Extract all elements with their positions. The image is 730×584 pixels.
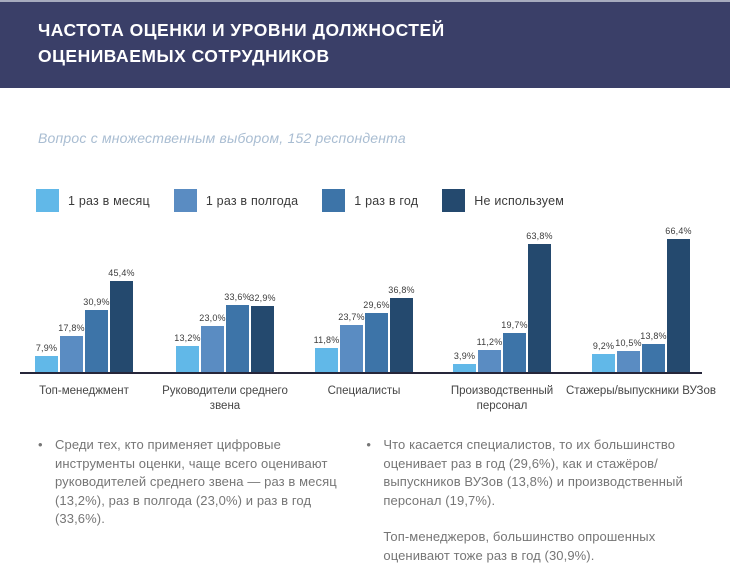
bar-value-label: 29,6% (363, 299, 390, 310)
bar-g1-s0 (174, 332, 201, 372)
legend-label: 1 раз в полгода (205, 193, 299, 208)
bar-g1-s2 (224, 291, 251, 372)
bar-g3-s2 (501, 319, 528, 372)
plot-area (20, 226, 702, 374)
bar-g3-s1 (476, 336, 503, 372)
bar-value-label: 32,9% (249, 293, 276, 304)
legend-item-1 (174, 189, 298, 212)
category-label-0: Топ-менеджмент (39, 385, 129, 397)
note-right-paragraph2: Топ-менеджеров, большинство опрошенных оценивают тоже раз в год (30,9%). (383, 529, 656, 563)
category-label-1: Руководители среднего звена (162, 385, 288, 412)
bar-value-label: 7,9% (35, 343, 58, 354)
legend-swatch-icon (322, 189, 345, 212)
bar-value-label: 13,2% (174, 332, 201, 343)
bar-value-label: 33,6% (224, 291, 251, 302)
bar-value-label: 11,2% (476, 336, 503, 347)
legend-swatch-icon (36, 189, 59, 212)
legend-item-3 (442, 189, 564, 212)
bar-value-label: 63,8% (526, 231, 553, 242)
bar-g2-s0 (313, 335, 340, 372)
category-label-2: Специалисты (327, 385, 401, 397)
legend-label: 1 раз в месяц (68, 193, 150, 208)
note-left-column (38, 436, 350, 565)
bar-value-label: 10,5% (615, 338, 642, 348)
bar-g1-s3 (249, 293, 276, 372)
legend-swatch-icon (174, 189, 197, 212)
bar-value-label: 23,7% (338, 311, 365, 322)
slide-header (0, 0, 730, 88)
bar-group-0 (35, 268, 135, 372)
legend-item-0 (36, 189, 150, 212)
legend-label: 1 раз в год (354, 193, 419, 208)
page-title-line1: ЧАСТОТА ОЦЕНКИ И УРОВНИ ДОЛЖНОСТЕЙ (38, 20, 445, 40)
bar-group-2 (313, 285, 415, 372)
bar-g4-s3 (665, 226, 692, 372)
bar-value-label: 3,9% (453, 351, 476, 362)
bar-value-label: 23,0% (199, 313, 226, 323)
bar-value-label: 30,9% (83, 297, 110, 308)
bar-g4-s0 (592, 340, 615, 372)
bar-g2-s2 (363, 299, 390, 372)
note-right-paragraph1: Что касается специалистов, то их большинство оценивает раз в год (29,6%), как и стажёров/выпускников ВУЗов (13,8%) и производственный персонал (19,7%). (383, 437, 683, 508)
legend-swatch-icon (442, 189, 465, 212)
chart-subtitle: Вопрос с множественным выбором, 152 респондента (38, 130, 406, 146)
bar-value-label: 19,7% (501, 319, 528, 330)
bar-value-label: 17,8% (58, 323, 85, 334)
bar-g4-s1 (615, 338, 642, 372)
bar-g3-s0 (453, 351, 476, 372)
legend-label: Не используем (474, 193, 565, 208)
bar-g4-s2 (640, 331, 667, 372)
category-label-3: Производственный персонал (450, 385, 554, 412)
legend-item-2 (322, 189, 418, 212)
bar-g0-s3 (108, 268, 135, 372)
bar-value-label: 45,4% (108, 268, 135, 279)
category-label-4: Стажеры/выпускники ВУЗов (566, 385, 717, 397)
bullet-marker: • (366, 437, 372, 452)
note-right-column (366, 436, 702, 565)
chart-legend (36, 189, 730, 212)
bar-g1-s1 (199, 313, 226, 372)
bar-value-label: 13,8% (640, 331, 667, 342)
category-axis (20, 374, 717, 420)
bar-g3-s3 (526, 231, 553, 372)
bar-g0-s2 (83, 297, 110, 372)
bar-group-1 (174, 291, 276, 372)
page-title (38, 17, 700, 69)
bar-value-label: 66,4% (665, 226, 692, 237)
note-left-text: Среди тех, кто применяет цифровые инструменты оценки, чаще всего оценивают руководителей среднего звена — раз в месяц (13,2%), раз в полгода (23,0%) и раз в год (33,6%). (55, 437, 337, 526)
bullet-marker: • (38, 437, 43, 452)
bar-g2-s3 (388, 285, 415, 372)
bar-g0-s1 (58, 323, 85, 372)
bar-group-4 (592, 226, 692, 372)
bar-g0-s0 (35, 343, 58, 372)
bar-group-3 (453, 231, 553, 372)
notes-section (38, 436, 702, 565)
bar-value-label: 11,8% (313, 335, 340, 346)
bar-chart (20, 226, 717, 420)
page-title-line2: ОЦЕНИВАЕМЫХ СОТРУДНИКОВ (38, 46, 330, 66)
bar-g2-s1 (338, 311, 365, 372)
bar-value-label: 36,8% (388, 285, 415, 296)
bar-value-label: 9,2% (592, 340, 615, 351)
